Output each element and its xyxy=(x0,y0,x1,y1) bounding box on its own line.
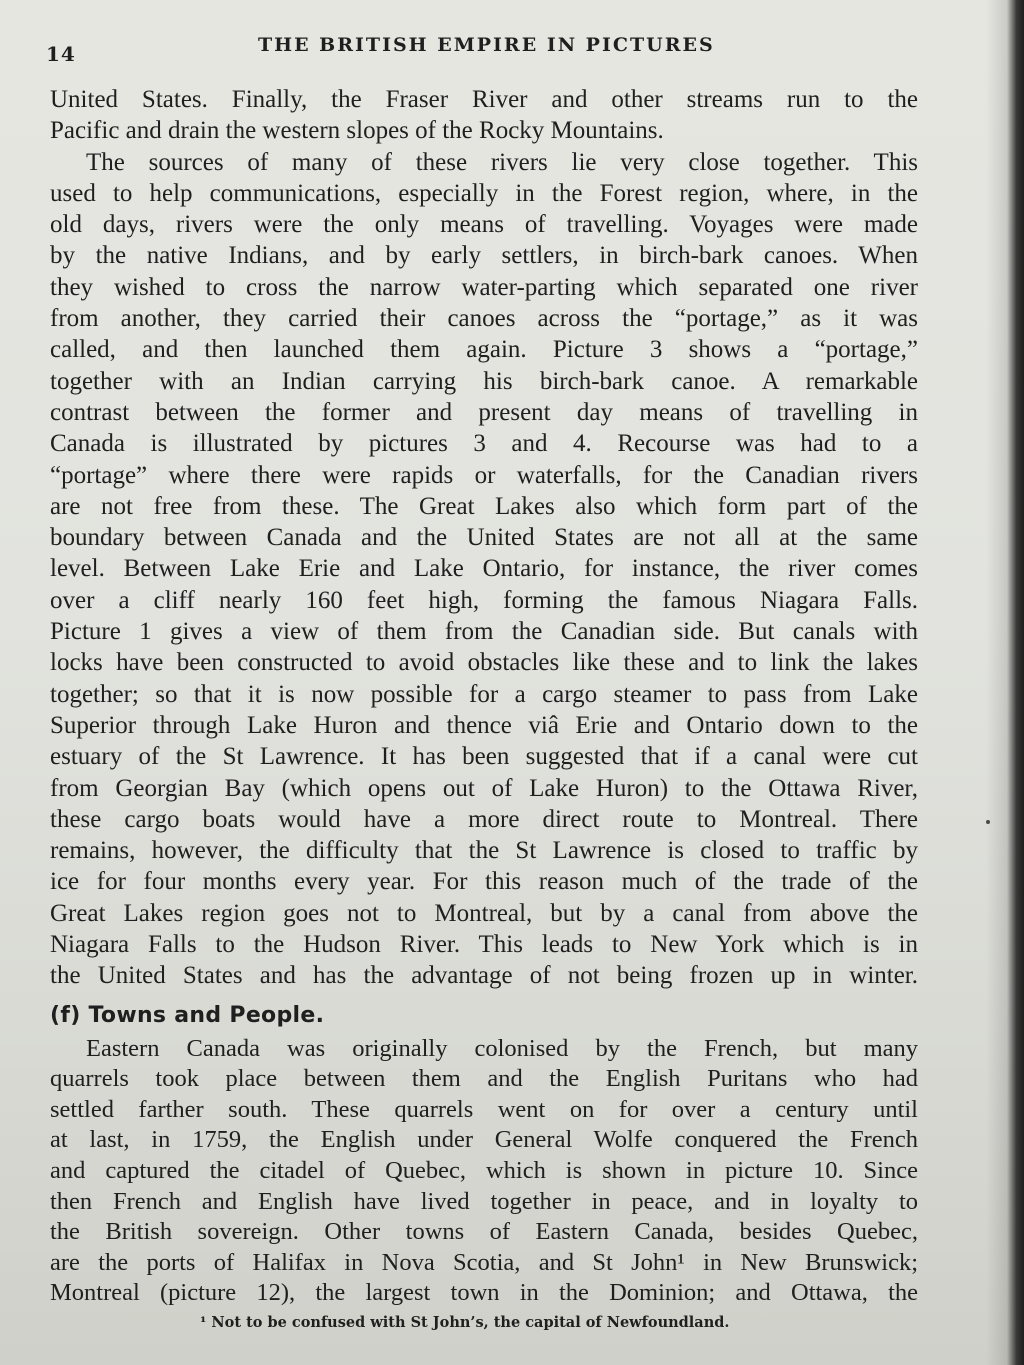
text-line: The sources of many of these rivers lie very close together. This xyxy=(86,148,918,176)
margin-speck xyxy=(986,820,990,824)
text-line: together; so that it is now possible for a cargo steamer to pass from Lake xyxy=(50,680,918,708)
text-line: boundary between Canada and the United States are not all at the same xyxy=(50,524,918,552)
paragraph-1 xyxy=(50,84,918,147)
text-line: Pacific and drain the western slopes of the Rocky Mountains. xyxy=(50,117,664,145)
footnote: ¹ Not to be confused with St John’s, the capital of Newfoundland. xyxy=(200,1313,730,1331)
text-line: they wished to cross the narrow water-parting which separated one river xyxy=(50,273,918,301)
text-line: settled farther south. These quarrels went on for over a century until xyxy=(50,1095,918,1123)
text-line: contrast between the former and present day means of travelling in xyxy=(50,398,918,426)
page-number: 14 xyxy=(46,42,76,66)
text-line: level. Between Lake Erie and Lake Ontario, for instance, the river comes xyxy=(50,555,918,583)
text-line: over a cliff nearly 160 feet high, forming the famous Niagara Falls. xyxy=(50,586,918,614)
text-line: ice for four months every year. For this reason much of the trade of the xyxy=(50,868,918,896)
text-line: remains, however, the difficulty that the St Lawrence is closed to traffic by xyxy=(50,837,918,865)
section-heading: (f) Towns and People. xyxy=(50,1002,325,1028)
text-line: then French and English have lived together in peace, and in loyalty to xyxy=(50,1187,918,1215)
text-line: locks have been constructed to avoid obstacles like these and to link the lakes xyxy=(50,649,918,677)
text-line: the United States and has the advantage of not being frozen up in winter. xyxy=(50,962,918,990)
running-title: THE BRITISH EMPIRE IN PICTURES xyxy=(258,34,715,56)
text-line: together with an Indian carrying his birch-bark canoe. A remarkable xyxy=(50,367,918,395)
text-line: by the native Indians, and by early settlers, in birch-bark canoes. When xyxy=(50,242,918,270)
text-line: Montreal (picture 12), the largest town in the Dominion; and Ottawa, the xyxy=(50,1279,918,1307)
text-line: from another, they carried their canoes across the “portage,” as it was xyxy=(50,305,918,333)
text-line: old days, rivers were the only means of travelling. Voyages were made xyxy=(50,211,918,239)
book-edge-shadow xyxy=(986,0,1024,1365)
text-line: quarrels took place between them and the English Puritans who had xyxy=(50,1065,918,1093)
body-text xyxy=(50,84,918,1333)
text-line: Great Lakes region goes not to Montreal, but by a canal from above the xyxy=(50,899,918,927)
paragraph-2 xyxy=(50,147,918,992)
text-line: Picture 1 gives a view of them from the Canadian side. But canals with xyxy=(50,618,918,646)
text-line: Superior through Lake Huron and thence viâ Erie and Ontario down to the xyxy=(50,711,918,739)
text-line: Niagara Falls to the Hudson River. This leads to New York which is in xyxy=(50,931,918,959)
text-line: the British sovereign. Other towns of Eastern Canada, besides Quebec, xyxy=(50,1218,918,1246)
page-header xyxy=(46,30,926,64)
text-line: and captured the citadel of Quebec, which is shown in picture 10. Since xyxy=(50,1156,918,1184)
paragraph-3 xyxy=(50,1034,918,1309)
text-line: “portage” where there were rapids or waterfalls, for the Canadian rivers xyxy=(50,461,918,489)
text-line: United States. Finally, the Fraser River and other streams run to the xyxy=(50,86,918,113)
text-line: Canada is illustrated by pictures 3 and 4. Recourse was had to a xyxy=(50,430,918,458)
text-line: Eastern Canada was originally colonised by the French, but many xyxy=(86,1034,918,1062)
text-line: these cargo boats would have a more direct route to Montreal. There xyxy=(50,805,918,833)
text-line: from Georgian Bay (which opens out of Lake Huron) to the Ottawa River, xyxy=(50,774,918,802)
text-line: at last, in 1759, the English under General Wolfe conquered the French xyxy=(50,1126,918,1154)
text-line: are not free from these. The Great Lakes also which form part of the xyxy=(50,492,918,520)
text-line: estuary of the St Lawrence. It has been suggested that if a canal were cut xyxy=(50,743,918,771)
text-line: are the ports of Halifax in Nova Scotia, and St John¹ in New Brunswick; xyxy=(50,1248,918,1276)
text-line: used to help communications, especially in the Forest region, where, in the xyxy=(50,179,918,207)
text-line: called, and then launched them again. Picture 3 shows a “portage,” xyxy=(50,336,918,364)
